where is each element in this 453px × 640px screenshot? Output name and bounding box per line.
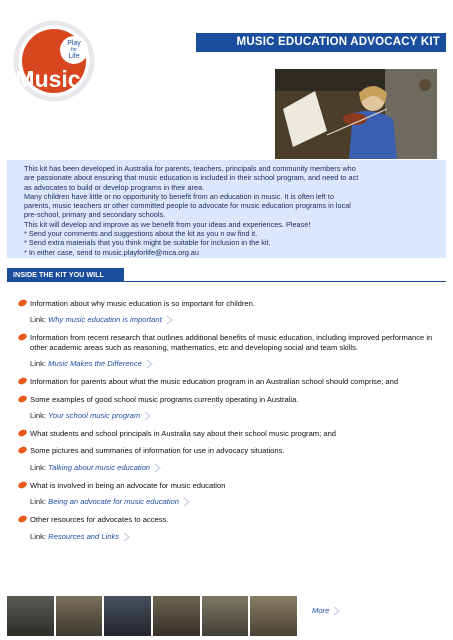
link-line bbox=[18, 463, 440, 473]
chevron-right-icon[interactable] bbox=[333, 606, 340, 616]
chevron-right-icon[interactable] bbox=[166, 315, 173, 325]
strip-photo bbox=[104, 596, 151, 636]
list-item bbox=[18, 299, 440, 308]
link-prefix: Link: bbox=[30, 462, 49, 472]
link-line bbox=[18, 411, 440, 421]
section-divider bbox=[7, 281, 446, 282]
link-prefix: Link: bbox=[30, 315, 49, 325]
link-music-makes-difference[interactable]: Music Makes the Difference bbox=[48, 359, 142, 369]
intro-line: as advocates to build or develop programs in their area. bbox=[24, 182, 205, 192]
link-line bbox=[18, 497, 440, 507]
chevron-right-icon[interactable] bbox=[183, 497, 190, 507]
page-title: MUSIC EDUCATION ADVOCACY KIT bbox=[196, 33, 446, 52]
intro-line: * Send your comments and suggestions about the kit as you n ow find it. bbox=[24, 229, 258, 239]
intro-line: * In either case, send to music.playforlife@mca.org.au bbox=[24, 247, 199, 257]
chevron-right-icon[interactable] bbox=[123, 532, 130, 542]
section-heading: INSIDE THE KIT YOU WILL FIND: bbox=[7, 268, 124, 281]
chevron-right-icon[interactable] bbox=[154, 463, 161, 473]
bullet-icon bbox=[17, 480, 28, 489]
more-label[interactable]: More bbox=[312, 606, 330, 615]
kit-contents-list bbox=[18, 299, 440, 550]
strip-photo bbox=[7, 596, 54, 636]
list-item-text: Other resources for advocates to access. bbox=[30, 515, 169, 525]
chevron-right-icon[interactable] bbox=[144, 411, 151, 421]
link-being-an-advocate[interactable]: Being an advocate for music education bbox=[48, 497, 180, 507]
svg-text:for: for bbox=[71, 47, 77, 53]
link-prefix: Link: bbox=[30, 411, 49, 421]
list-item-text: Information from recent research that outlines additional benefits of music education, including improved performance in other academic areas such as reasoning, mathematics, etc and developing social and team skills. bbox=[30, 333, 433, 352]
intro-line: This kit has been developed in Australia for parents, teachers, principals and community members who bbox=[24, 164, 356, 173]
list-item bbox=[18, 395, 440, 404]
intro-line: parents, music teachers or other committed people to advocate for music education programs in local bbox=[24, 201, 351, 211]
bullet-icon bbox=[17, 333, 28, 342]
intro-line: are passionate about ensuring that music education is included in their school program, and need to act bbox=[24, 173, 359, 183]
link-your-school-music-program[interactable]: Your school music program bbox=[48, 411, 141, 421]
more-link[interactable] bbox=[312, 606, 340, 616]
list-item-text: Information about why music education is so important for children. bbox=[30, 299, 255, 308]
play-for-life-music-logo bbox=[8, 20, 108, 102]
link-why-music-education[interactable]: Why music education is important bbox=[48, 315, 162, 325]
strip-photo bbox=[250, 596, 297, 636]
link-line bbox=[18, 359, 440, 369]
list-item-text: What students and school principals in Australia say about their school music program; and bbox=[30, 429, 337, 439]
bullet-icon bbox=[17, 515, 28, 524]
bullet-icon bbox=[17, 394, 28, 403]
link-prefix: Link: bbox=[30, 359, 49, 369]
list-item-text: Some pictures and summaries of information for use in advocacy situations. bbox=[30, 446, 285, 456]
link-prefix: Link: bbox=[30, 497, 49, 507]
violin-student-photo bbox=[275, 69, 437, 159]
intro-line: This kit will develop and improve as we benefit from your ideas and experiences. Please! bbox=[24, 219, 311, 229]
strip-photo bbox=[56, 596, 103, 636]
list-item bbox=[18, 446, 440, 455]
list-item bbox=[18, 377, 440, 386]
list-item-text: Information for parents about what the music education program in an Australian school should comprise; and bbox=[30, 377, 399, 387]
list-item-text: What is involved in being an advocate for music education bbox=[30, 480, 226, 490]
link-talking-about-music-education[interactable]: Talking about music education bbox=[48, 462, 151, 472]
bullet-icon bbox=[17, 377, 28, 386]
link-line bbox=[18, 315, 440, 325]
list-item-text: Some examples of good school music programs currently operating in Australia. bbox=[30, 394, 299, 404]
link-resources-and-links[interactable]: Resources and Links bbox=[48, 531, 120, 541]
svg-text:Play: Play bbox=[67, 40, 81, 47]
list-item bbox=[18, 515, 440, 524]
chevron-right-icon[interactable] bbox=[146, 359, 153, 369]
list-item bbox=[18, 481, 440, 490]
svg-text:Life: Life bbox=[68, 53, 80, 60]
photo-strip bbox=[7, 596, 297, 636]
svg-text:Music: Music bbox=[15, 66, 81, 92]
list-item bbox=[18, 333, 440, 352]
link-line bbox=[18, 532, 440, 542]
bullet-icon bbox=[17, 446, 28, 455]
strip-photo bbox=[153, 596, 200, 636]
intro-line: pre-school, primary and secondary schools. bbox=[24, 210, 166, 220]
list-item bbox=[18, 429, 440, 438]
strip-photo bbox=[202, 596, 249, 636]
link-prefix: Link: bbox=[30, 531, 49, 541]
intro-text-box bbox=[7, 160, 446, 258]
bullet-icon bbox=[17, 298, 28, 307]
bullet-icon bbox=[17, 428, 28, 437]
intro-line: Many children have little or no opportunity to benefit from an education in music. It is often left to bbox=[24, 191, 334, 201]
intro-line: * Send extra materials that you think might be suitable for inclusion in the kit. bbox=[24, 238, 271, 248]
